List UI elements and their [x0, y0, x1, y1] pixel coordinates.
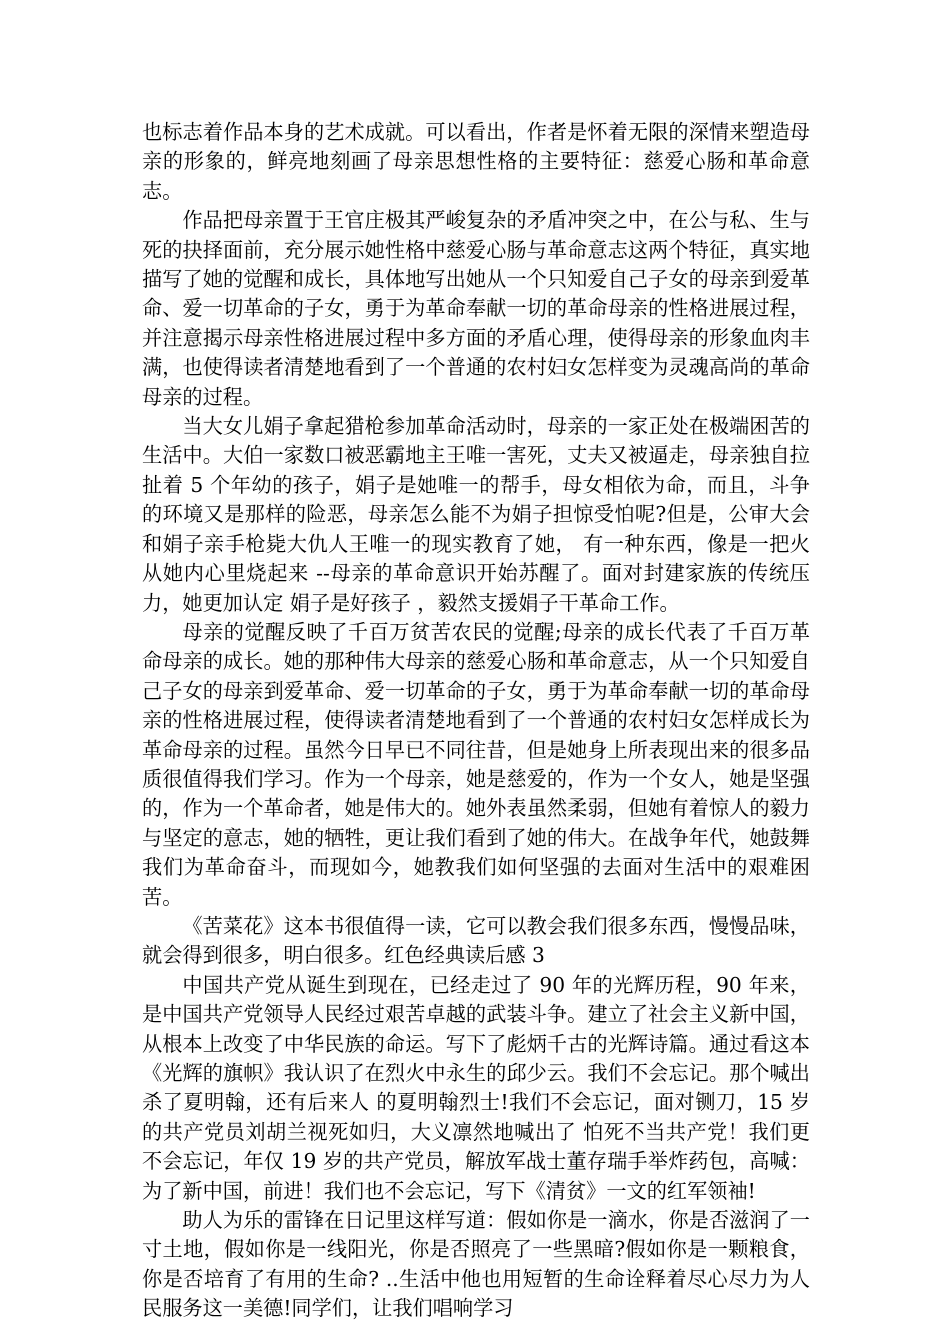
paragraph-6: 中国共产党从诞生到现在，已经走过了 90 年的光辉历程，90 年来，是中国共产党领导人民经过艰苦卓越的武装斗争。建立了社会主义新中国，从根本上改变了中华民族的命运。写下了彪炳千古的光辉诗篇。通过看这本《光辉的旗帜》我认识了在烈火中永生的邱少云。我们不会忘记。那个喊出 杀了夏明翰，还有后来人 的夏明翰烈士!我们不会忘记，面对铡刀，15 岁的共产党员刘胡兰视死如归，大义凛然地喊出了 怕死不当共产党！我们更不会忘记，年仅 19 岁的共产党员，解放军战士董存瑞手举炸药包，高喊： 为了新中国，前进！我们也不会忘记，写下《清贫》一文的红军领袖! [142, 972, 810, 1203]
document-page [142, 118, 810, 1324]
paragraph-4: 母亲的觉醒反映了千百万贫苦农民的觉醒;母亲的成长代表了千百万革命母亲的成长。她的那种伟大母亲的慈爱心肠和革命意志，从一个只知爱自己子女的母亲到爱革命、爱一切革命的子女，勇于为革命奉献一切的革命母亲的性格进展过程，使得读者清楚地看到了一个普通的农村妇女怎样成长为革命母亲的过程。虽然今日早已不同往昔，但是她身上所表现出来的很多品质很值得我们学习。作为一个母亲，她是慈爱的，作为一个女人，她是坚强的，作为一个革命者，她是伟大的。她外表虽然柔弱，但她有着惊人的毅力与坚定的意志，她的牺牲，更让我们看到了她的伟大。在战争年代，她鼓舞我们为革命奋斗，而现如今，她教我们如何坚强的去面对生活中的艰难困苦。 [142, 619, 810, 909]
paragraph-5: 《苦菜花》这本书很值得一读，它可以教会我们很多东西，慢慢品味，就会得到很多，明白很多。红色经典读后感 3 [142, 913, 810, 968]
paragraph-2: 作品把母亲置于王官庄极其严峻复杂的矛盾冲突之中，在公与私、生与死的抉择面前，充分展示她性格中慈爱心肠与革命意志这两个特征，真实地描写了她的觉醒和成长，具体地写出她从一个只知爱自己子女的母亲到爱革命、爱一切革命的子女，勇于为革命奉献一切的革命母亲的性格进展过程，并注意揭示母亲性格进展过程中多方面的矛盾心理，使得母亲的形象血肉丰满，也使得读者清楚地看到了一个普通的农村妇女怎样变为灵魂高尚的革命母亲的过程。 [142, 208, 810, 409]
paragraph-3: 当大女儿娟子拿起猎枪参加革命活动时，母亲的一家正处在极端困苦的生活中。大伯一家数口被恶霸地主王唯一害死，丈夫又被逼走，母亲独自拉扯着 5 个年幼的孩子，娟子是她唯一的帮手，母女相依为命，而且，斗争的环境又是那样的险恶，母亲怎么能不为娟子担惊受怕呢?但是，公审大会和娟子亲手枪毙大仇人王唯一的现实教育了她， 有一种东西，像是一把火从她内心里烧起来 --母亲的革命意识开始苏醒了。面对封建家族的传统压力，她更加认定 娟子是好孩子 ，毅然支援娟子干革命工作。 [142, 414, 810, 615]
paragraph-7: 助人为乐的雷锋在日记里这样写道：假如你是一滴水，你是否滋润了一寸土地，假如你是一线阳光，你是否照亮了一些黑暗?假如你是一颗粮食，你是否培育了有用的生命? ..生活中他也用短暂的生命诠释着尽心尽力为人民服务这一美德!同学们，让我们唱响学习 [142, 1208, 810, 1321]
paragraph-1: 也标志着作品本身的艺术成就。可以看出，作者是怀着无限的深情来塑造母亲的形象的，鲜亮地刻画了母亲思想性格的主要特征：慈爱心肠和革命意志。 [142, 120, 810, 203]
